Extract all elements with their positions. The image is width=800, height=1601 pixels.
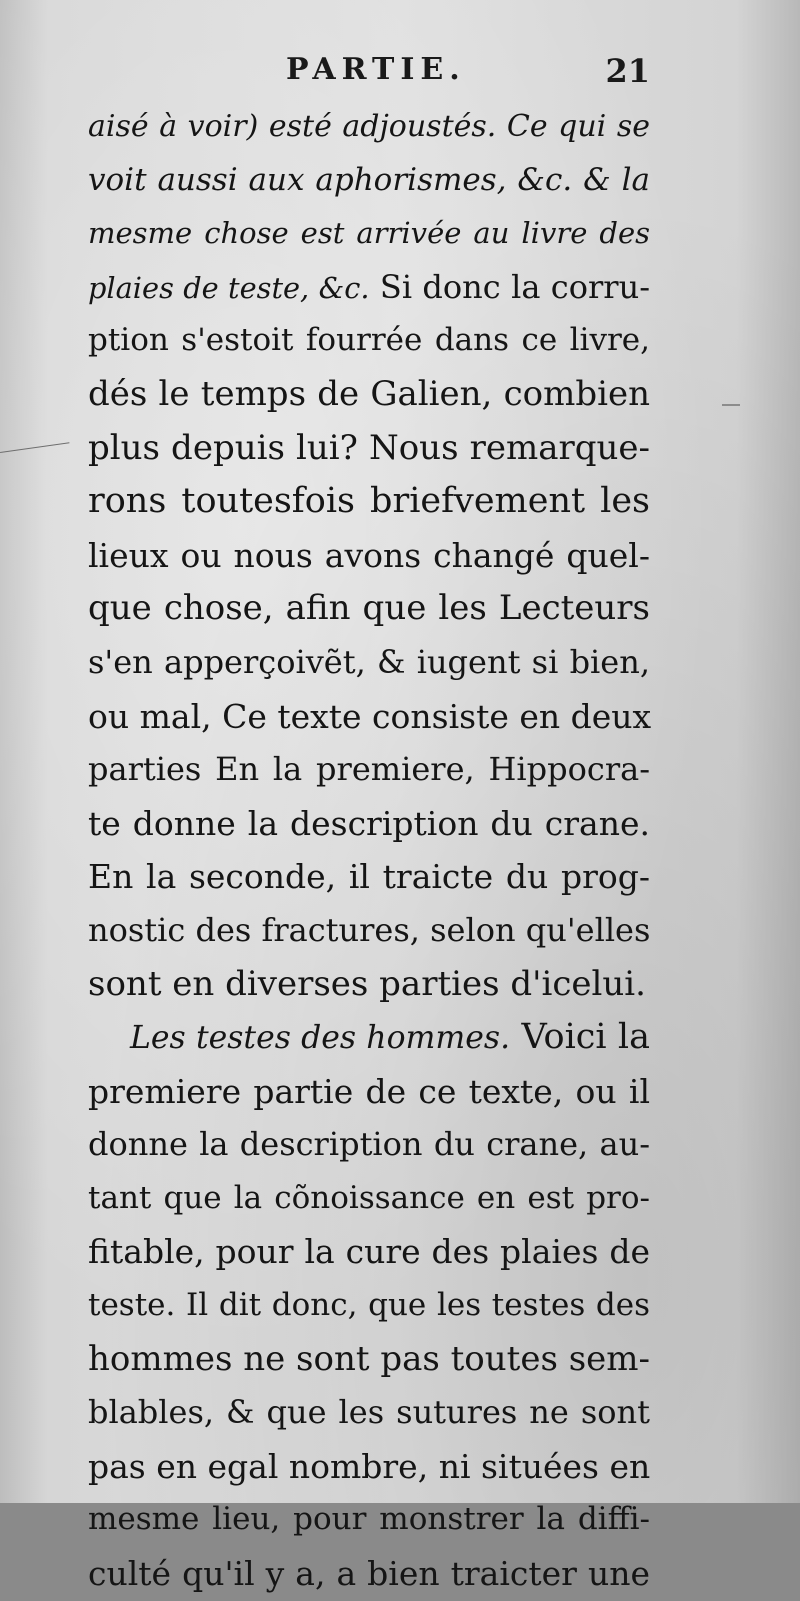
- paragraph-end-line: sont en diverses parties d'icelui.: [88, 963, 646, 1004]
- text-line: blables, & que les sutures ne sont: [88, 1393, 650, 1432]
- text-line: culté qu'il y a, a bien traicter une: [88, 1554, 650, 1594]
- text-line: tant que la cõnoissance en est pro-: [88, 1179, 650, 1216]
- text-line: dés le temps de Galien, combien: [88, 373, 650, 414]
- margin-tick-mark: [722, 404, 740, 406]
- text-line: rons toutesfois briefvement les: [88, 481, 650, 522]
- page-header: [90, 52, 650, 96]
- text-fragment: Si donc la corru-: [379, 267, 651, 306]
- text-line: parties En la premiere, Hippocra-: [88, 750, 650, 789]
- text-line: mesme lieu, pour monstrer la diffi-: [88, 1501, 650, 1538]
- running-head: PARTIE.: [286, 52, 466, 87]
- text-line: voit aussi aux aphorismes, &c. & la: [88, 161, 650, 198]
- text-line: te donne la description du crane.: [88, 803, 650, 843]
- text-line: premiere partie de ce texte, ou il: [88, 1071, 650, 1111]
- text-line: teste. Il dit donc, que les testes des: [88, 1287, 650, 1324]
- margin-pen-stroke: [0, 442, 71, 463]
- text-line: [88, 261, 650, 315]
- text-line: nostic des fractures, selon qu'elles: [88, 910, 651, 949]
- text-line: ou mal, Ce texte consiste en deux: [88, 696, 652, 736]
- text-line: aisé à voir) esté adjoustés. Ce qui se: [88, 109, 650, 144]
- italic-phrase: plaies de teste, &c.: [88, 270, 370, 305]
- text-line: En la seconde, il traicte du prog-: [88, 857, 650, 897]
- text-line: fitable, pour la cure des plaies de: [88, 1232, 650, 1272]
- body-text: [88, 100, 650, 1601]
- text-line: pas en egal nombre, ni situées en: [88, 1446, 651, 1486]
- text-line: que chose, afin que les Lecteurs: [88, 588, 650, 629]
- paragraph-start-line: [88, 1011, 650, 1065]
- text-line: ption s'estoit fourrée dans ce livre,: [88, 322, 650, 359]
- page-number: 21: [605, 52, 650, 90]
- text-line: plus depuis lui? Nous remarque-: [88, 427, 650, 468]
- text-line: lieux ou nous avons changé quel-: [88, 535, 650, 575]
- text-line: mesme chose est arrivée au livre des: [88, 216, 650, 251]
- text-line: donne la description du crane, au-: [88, 1125, 650, 1164]
- italic-lemma: Les testes des hommes.: [130, 1020, 511, 1057]
- text-line: hommes ne sont pas toutes sem-: [88, 1338, 650, 1379]
- text-line: s'en apperçoivẽt, & iugent si bien,: [88, 642, 650, 681]
- text-fragment: Voici la: [521, 1017, 650, 1058]
